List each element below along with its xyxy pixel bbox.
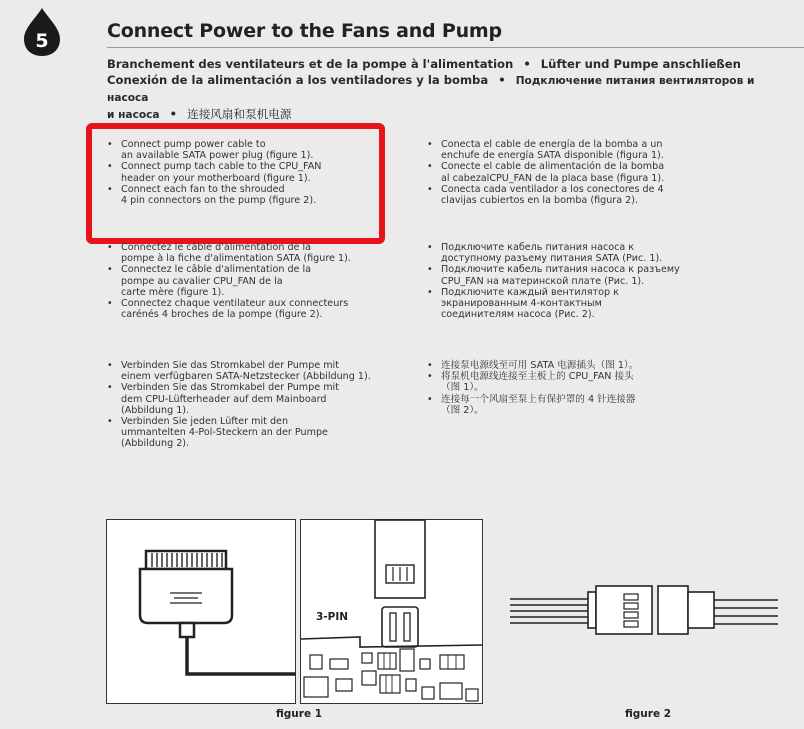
instruction-line: an available SATA power plug (figure 1). (121, 150, 314, 162)
instruction-line: pompe au cavalier CPU_FAN de la (121, 275, 283, 287)
subtitle-zh: 连接风扇和泵机电源 (187, 107, 292, 121)
instruction-line: pompe à la fiche d'alimentation SATA (figure 1). (121, 253, 351, 265)
instruction-line: 连接泵电源线至可用 SATA 电源插头（图 1）。 (441, 360, 639, 371)
figure1-sata-plug-illustration (106, 519, 296, 704)
title-divider (107, 47, 804, 48)
subtitle-ru: Подключение питания вентиляторов и насоса (107, 75, 755, 104)
instruction-line: Connect each fan to the shrouded (121, 183, 285, 195)
instruction-line: clavijas cubiertos en la bomba (figura 2). (441, 195, 639, 207)
instruction-item (427, 264, 727, 286)
instruction-line: (Abbildung 2). (121, 438, 190, 450)
instruction-line: Connectez chaque ventilateur aux connecteurs (121, 298, 349, 310)
instruction-line: Verbinden Sie das Stromkabel der Pumpe mit (121, 360, 339, 371)
instructions-zh (427, 360, 727, 416)
subtitle-ru-cont: и насоса (107, 109, 160, 121)
instruction-line: Connectez le câble d'alimentation de la (121, 264, 312, 276)
step-number: 5 (35, 30, 49, 52)
figure1-caption: figure 1 (276, 708, 323, 720)
multilingual-subtitle (107, 56, 797, 123)
instruction-line: экранированным 4-контактным (441, 298, 602, 310)
instruction-line: al cabezalCPU_FAN de la placa base (figura 1). (441, 172, 665, 184)
instruction-item (107, 382, 392, 416)
instruction-line: ummantelten 4-Pol-Steckern an der Pumpe (121, 427, 328, 439)
instruction-line: header on your motherboard (figure 1). (121, 172, 311, 184)
instructions-es (427, 139, 727, 206)
instruction-item (427, 287, 727, 321)
figure2-fan-connector-illustration (510, 570, 780, 650)
instruction-item (107, 298, 392, 320)
instruction-line: Verbinden Sie jeden Lüfter mit den (121, 416, 289, 428)
instruction-item (427, 360, 727, 371)
instruction-line: соединителям насоса (Рис. 2). (441, 309, 595, 321)
instruction-line: （图 2）。 (441, 404, 484, 416)
instruction-line: Conecte el cable de alimentación de la bomba (441, 161, 665, 173)
instruction-item (427, 139, 727, 161)
instruction-item (427, 242, 727, 264)
instruction-item (427, 394, 727, 416)
instruction-line: Подключите кабель питания насоса к разъему (441, 264, 680, 276)
subtitle-de: Lüfter und Pumpe anschließen (540, 57, 741, 71)
instruction-item (107, 360, 392, 382)
instruction-line: enchufe de energía SATA disponible (figura 1). (441, 150, 664, 162)
instruction-item (107, 139, 392, 161)
instruction-item (427, 161, 727, 183)
instruction-line: CPU_FAN на материнской плате (Рис. 1). (441, 275, 645, 287)
instructions-en (107, 139, 392, 206)
instructions-fr (107, 242, 392, 320)
instruction-item (107, 264, 392, 298)
subtitle-es: Conexión de la alimentación a los ventiladores y la bomba (107, 73, 489, 87)
instruction-line: Подключите каждый вентилятор к (441, 286, 619, 298)
subtitle-separator: • (498, 73, 506, 87)
instruction-line: Conecta el cable de energía de la bomba a un (441, 139, 663, 150)
instruction-line: dem CPU-Lüfterheader auf dem Mainboard (121, 393, 327, 405)
instruction-line: Подключите кабель питания насоса к (441, 242, 635, 253)
figure2-caption: figure 2 (625, 708, 672, 720)
instruction-item (107, 242, 392, 264)
instruction-line: доступному разъему питания SATA (Рис. 1). (441, 253, 663, 265)
instruction-item (107, 416, 392, 450)
instruction-line: Connectez le câble d'alimentation de la (121, 242, 312, 253)
step-badge (20, 6, 64, 58)
instruction-line: （图 1）。 (441, 382, 484, 394)
instruction-line: 连接每一个风扇至泵上有保护罩的 4 针连接器 (441, 393, 636, 405)
instruction-line: Verbinden Sie das Stromkabel der Pumpe mit (121, 382, 339, 394)
instruction-line: (Abbildung 1). (121, 404, 190, 416)
subtitle-separator: • (169, 107, 178, 121)
instruction-line: Connect pump tach cable to the CPU_FAN (121, 161, 322, 173)
instruction-line: Connect pump power cable to (121, 139, 266, 150)
instruction-line: Conecta cada ventilador a los conectores de 4 (441, 183, 664, 195)
subtitle-fr: Branchement des ventilateurs et de la pompe à l'alimentation (107, 57, 514, 71)
three-pin-label: 3-PIN (316, 611, 349, 623)
figure1-motherboard-header-illustration (300, 519, 483, 704)
instructions-ru (427, 242, 727, 320)
instruction-item (427, 371, 727, 393)
instruction-line: carte mère (figure 1). (121, 286, 225, 298)
subtitle-separator: • (523, 57, 531, 71)
instructions-de (107, 360, 392, 450)
instruction-item (107, 184, 392, 206)
instruction-line: einem verfügbaren SATA-Netzstecker (Abbildung 1). (121, 371, 371, 383)
page-title: Connect Power to the Fans and Pump (107, 20, 502, 42)
instruction-item (107, 161, 392, 183)
instruction-line: 将泵机电源线连接至主板上的 CPU_FAN 接头 (441, 371, 634, 383)
instruction-line: 4 pin connectors on the pump (figure 2). (121, 195, 317, 207)
instruction-line: carénés 4 broches de la pompe (figure 2). (121, 309, 323, 321)
instruction-item (427, 184, 727, 206)
